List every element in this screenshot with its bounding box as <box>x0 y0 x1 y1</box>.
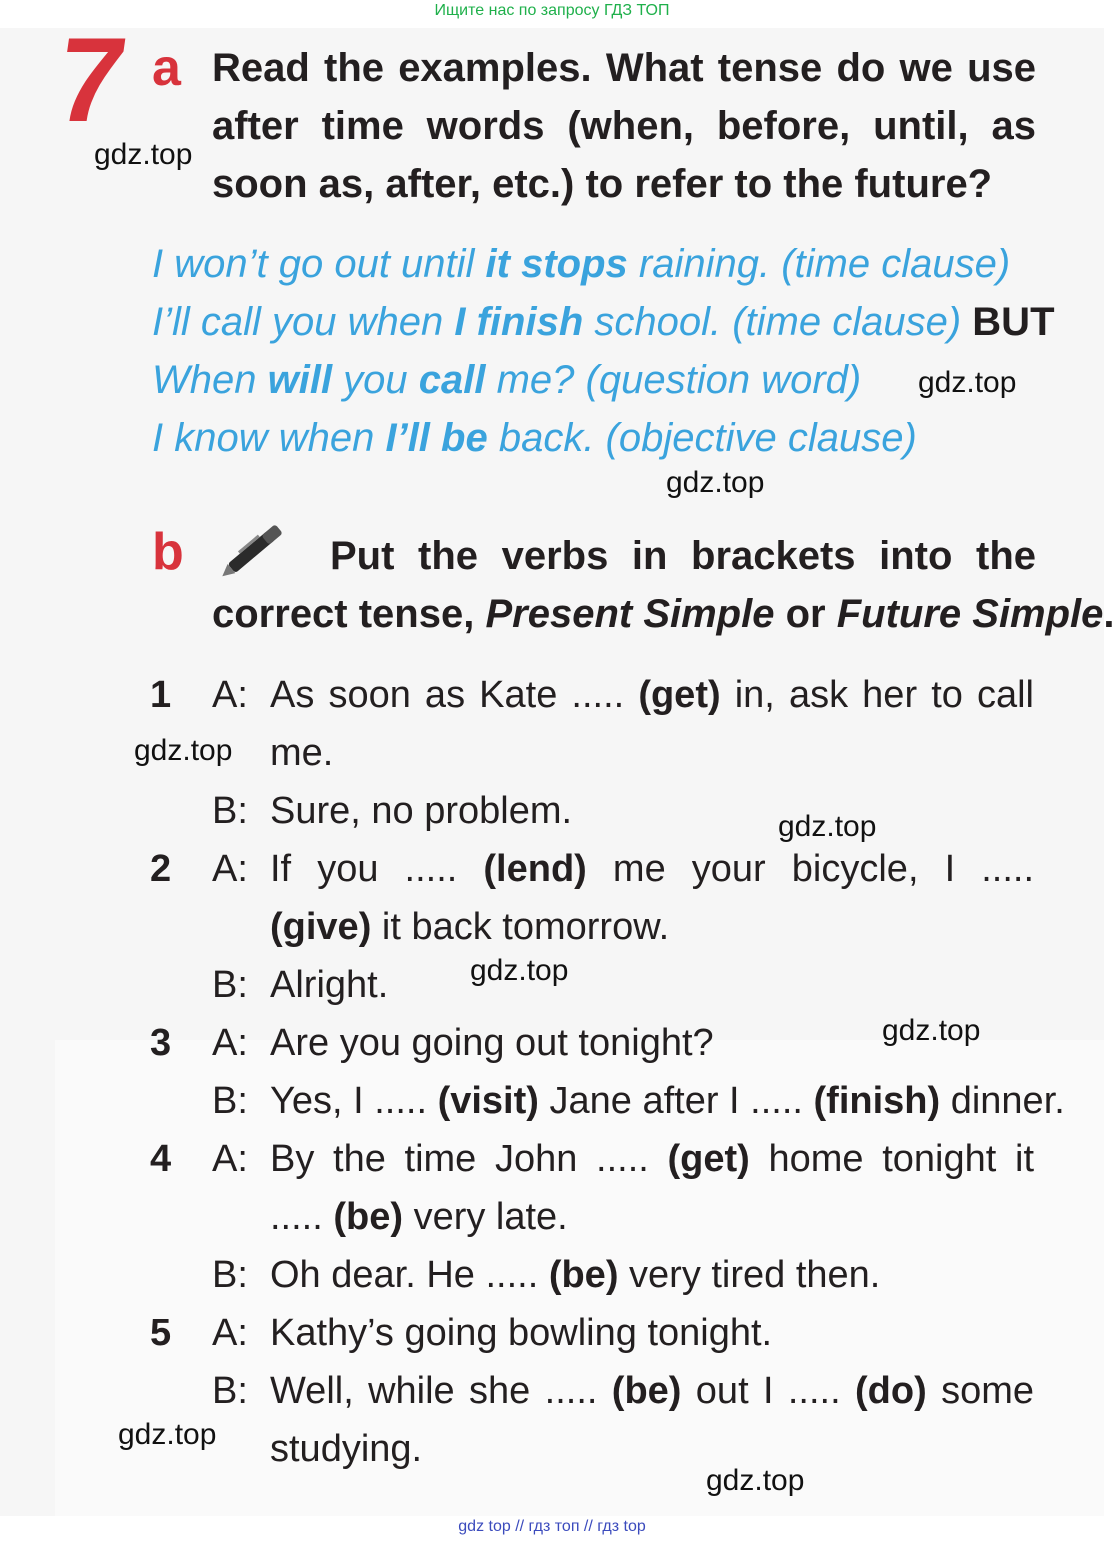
part-a-letter: a <box>152 39 181 97</box>
example-1 <box>152 242 1010 287</box>
item-4-a-line-1 <box>270 1138 1034 1181</box>
pen-icon <box>218 512 294 584</box>
item-5-b-text: Well, while she ..... <box>270 1370 612 1412</box>
part-b-instruction-line-1: Put the verbs in brackets into the <box>330 534 1036 578</box>
item-1-verb: (get) <box>638 674 721 716</box>
item-3-number: 3 <box>150 1022 172 1064</box>
item-3-a-line: Are you going out tonight? <box>270 1022 714 1064</box>
watermark: gdz.top <box>778 810 877 843</box>
item-3-speaker-b: B: <box>212 1080 248 1122</box>
item-1-speaker-a: A: <box>212 674 248 716</box>
item-5-verb-2: (do) <box>855 1370 927 1412</box>
item-3-verb-1: (visit) <box>437 1080 539 1122</box>
example-3-text: When <box>152 358 268 402</box>
example-4-post: back. (objective clause) <box>487 416 917 460</box>
item-2-number: 2 <box>150 848 172 890</box>
but-label: BUT <box>972 300 1055 344</box>
item-2-speaker-b: B: <box>212 964 248 1006</box>
part-b-instruction-mid: or <box>774 592 837 636</box>
item-4-verb-2: (be) <box>333 1196 404 1238</box>
present-simple-label: Present Simple <box>485 592 775 636</box>
item-5-speaker-a: A: <box>212 1312 248 1354</box>
item-3-b-line <box>270 1080 1065 1123</box>
part-b-instruction-pre: correct tense, <box>212 592 486 636</box>
item-2-verb: (lend) <box>483 848 587 890</box>
item-5-b-end: some <box>926 1370 1035 1412</box>
watermark: gdz.top <box>918 366 1017 399</box>
item-2-a-line-1 <box>270 848 1034 891</box>
example-4 <box>152 416 917 461</box>
item-4-a-text-2: very late. <box>403 1196 568 1238</box>
example-2-post: school. (time clause) <box>583 300 973 344</box>
top-banner[interactable]: Ищите нас по запросу ГДЗ ТОП <box>434 2 670 19</box>
watermark: gdz.top <box>134 734 233 767</box>
item-4-verb-3: (be) <box>548 1254 619 1296</box>
part-b-instruction-end: . <box>1103 592 1115 636</box>
item-5-a-line: Kathy’s going bowling tonight. <box>270 1312 773 1354</box>
example-3-post: me? (question word) <box>485 358 862 402</box>
bottom-banner[interactable]: gdz top // гдз топ // гдз top <box>458 1518 646 1535</box>
example-1-bold: it stops <box>485 242 628 286</box>
item-3-b-end: dinner. <box>940 1080 1065 1122</box>
item-1-number: 1 <box>150 674 172 716</box>
item-3-b-text: Yes, I ..... <box>270 1080 438 1122</box>
part-b-instruction-line-2 <box>212 592 1115 637</box>
part-a-instruction-line-3: soon as, after, etc.) to refer to the future? <box>212 162 993 206</box>
item-4-verb: (get) <box>667 1138 750 1180</box>
example-3 <box>152 358 861 403</box>
item-5-speaker-b: B: <box>212 1370 248 1412</box>
item-4-b-line <box>270 1254 880 1297</box>
item-1-a-text-end: in, ask her to call <box>720 674 1034 716</box>
item-2-a-text: If you ..... <box>270 848 484 890</box>
example-3-bold: will <box>267 358 333 402</box>
item-1-speaker-b: B: <box>212 790 248 832</box>
item-4-speaker-a: A: <box>212 1138 248 1180</box>
part-a-instruction-line-1: Read the examples. What tense do we use <box>212 46 1036 90</box>
example-4-text: I know when <box>152 416 386 460</box>
item-4-b-text: Oh dear. He ..... <box>270 1254 549 1296</box>
watermark: gdz.top <box>666 466 765 499</box>
item-1-b-line: Sure, no problem. <box>270 790 573 832</box>
item-2-speaker-a: A: <box>212 848 248 890</box>
future-simple-label: Future Simple <box>836 592 1104 636</box>
item-4-a-line-2 <box>270 1196 568 1239</box>
example-2 <box>152 300 1055 345</box>
item-5-b-line-1 <box>270 1370 1034 1413</box>
example-1-text: I won’t go out until <box>152 242 486 286</box>
watermark: gdz.top <box>94 138 193 171</box>
part-b-letter: b <box>152 523 184 581</box>
item-5-b-mid: out I ..... <box>681 1370 856 1412</box>
item-4-b-end: very tired then. <box>618 1254 881 1296</box>
item-2-b-line: Alright. <box>270 964 389 1006</box>
example-3-bold-2: call <box>418 358 486 402</box>
item-4-a-text-end: home tonight it <box>749 1138 1034 1180</box>
example-2-text: I’ll call you when <box>152 300 455 344</box>
item-1-a-line-2: me. <box>270 732 334 774</box>
item-5-b-line-2: studying. <box>270 1428 423 1470</box>
item-4-number: 4 <box>150 1138 172 1180</box>
item-4-a-pre: ..... <box>270 1196 334 1238</box>
item-2-a-text-2: it back tomorrow. <box>371 906 670 948</box>
item-3-b-mid: Jane after I ..... <box>538 1080 814 1122</box>
watermark: gdz.top <box>882 1014 981 1047</box>
part-a-instruction-line-2: after time words (when, before, until, as <box>212 104 1036 148</box>
item-4-a-text: By the time John ..... <box>270 1138 668 1180</box>
item-3-speaker-a: A: <box>212 1022 248 1064</box>
item-2-a-text-end: me your bicycle, I ..... <box>586 848 1034 890</box>
item-3-verb-2: (finish) <box>813 1080 941 1122</box>
watermark: gdz.top <box>470 954 569 987</box>
item-1-a-line-1 <box>270 674 1034 717</box>
item-5-verb-1: (be) <box>611 1370 682 1412</box>
item-2-a-line-2 <box>270 906 669 949</box>
example-3-mid: you <box>332 358 419 402</box>
watermark: gdz.top <box>118 1418 217 1451</box>
item-5-number: 5 <box>150 1312 172 1354</box>
item-2-verb-2: (give) <box>270 906 372 948</box>
item-1-a-text: As soon as Kate ..... <box>270 674 639 716</box>
exercise-number: 7 <box>48 13 135 147</box>
example-1-post: raining. (time clause) <box>627 242 1011 286</box>
example-4-bold: I’ll be <box>385 416 488 460</box>
watermark: gdz.top <box>706 1464 805 1497</box>
item-4-speaker-b: B: <box>212 1254 248 1296</box>
example-2-bold: I finish <box>454 300 584 344</box>
